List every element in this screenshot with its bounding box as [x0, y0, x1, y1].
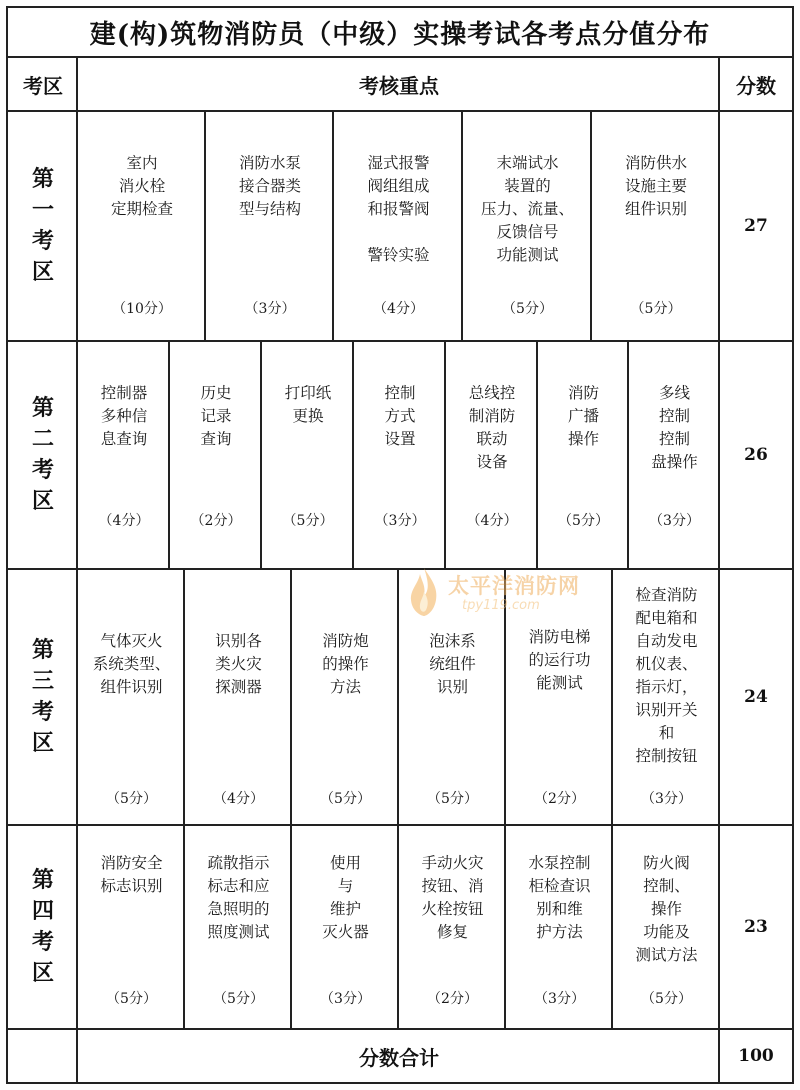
zone-2-item: 历史 记录 查询 （2分） [190, 384, 242, 529]
zone-3-item: 识别各 类火灾 探测器 （4分） [213, 632, 264, 807]
zone-2-item: 多线 控制 控制 盘操作 （3分） [649, 384, 700, 529]
zone-3-item: 消防电梯 的运行功 能测试 （2分） [528, 628, 591, 807]
zone-4-item: 防火阀 控制、 操作 功能及 测试方法 （5分） [635, 854, 698, 1007]
watermark-url: tpy119.com [462, 598, 540, 613]
watermark [404, 566, 614, 620]
zone-3-score: 24 [744, 687, 768, 707]
zone-4-item: 疏散指示 标志和应 急照明的 照度测试 （5分） [207, 854, 270, 1007]
zone-3-item: 检查消防 配电箱和 自动发电 机仪表、 指示灯， 识别开关 和 控制按钮 （3分） [635, 586, 698, 807]
zone-3-item: 泡沫系 统组件 识别 （5分） [427, 632, 478, 807]
zone-1-label: 第 一 考 区 [31, 166, 54, 285]
zone-2-label: 第 二 考 区 [31, 395, 54, 514]
header-zone: 考区 [23, 73, 63, 98]
header-focus: 考核重点 [359, 73, 439, 98]
zone-3-item: 气体灭火 系统类型、 组件识别 （5分） [92, 632, 171, 807]
zone-2-item: 控制 方式 设置 （3分） [374, 384, 426, 529]
zone-2-item: 消防 广播 操作 （5分） [558, 384, 609, 529]
header-score: 分数 [736, 73, 776, 98]
total-score: 100 [738, 1046, 774, 1066]
zone-3-label: 第 三 考 区 [31, 637, 54, 756]
zone-1-score: 27 [744, 216, 768, 236]
zone-3-item: 消防炮 的操作 方法 （5分） [320, 632, 371, 807]
zone-4-score: 23 [744, 917, 768, 937]
zone-2-item: 控制器 多种信 息查询 （4分） [98, 384, 150, 529]
flame-logo-icon [404, 566, 444, 618]
watermark-name: 太平洋消防网 [448, 574, 580, 598]
zone-4-item: 消防安全 标志识别 （5分） [100, 854, 163, 1007]
score-distribution-table [6, 6, 794, 1084]
zone-1-item: 室内 消火栓 定期检查 （10分） [110, 154, 173, 317]
zone-2-score: 26 [744, 445, 768, 465]
total-label: 分数合计 [359, 1045, 439, 1070]
zone-2-item: 总线控 制消防 联动 设备 （4分） [466, 384, 518, 529]
zone-1-item: 湿式报警 阀组组成 和报警阀 警铃实验 （4分） [367, 154, 430, 317]
zone-4-label: 第 四 考 区 [31, 867, 54, 986]
zone-4-item: 手动火灾 按钮、消 火栓按钮 修复 （2分） [421, 854, 484, 1007]
zone-1-item: 消防供水 设施主要 组件识别 （5分） [624, 154, 687, 317]
zone-1-item: 消防水泵 接合器类 型与结构 （3分） [238, 154, 301, 317]
zone-4-item: 水泵控制 柜检查识 别和维 护方法 （3分） [528, 854, 591, 1007]
table-title: 建(构)筑物消防员（中级）实操考试各考点分值分布 [89, 19, 711, 50]
zone-4-item: 使用 与 维护 灭火器 （3分） [320, 854, 371, 1007]
zone-1-item: 末端试水 装置的 压力、流量、 反馈信号 功能测试 （5分） [480, 154, 574, 317]
zone-2-item: 打印纸 更换 （5分） [282, 384, 334, 529]
